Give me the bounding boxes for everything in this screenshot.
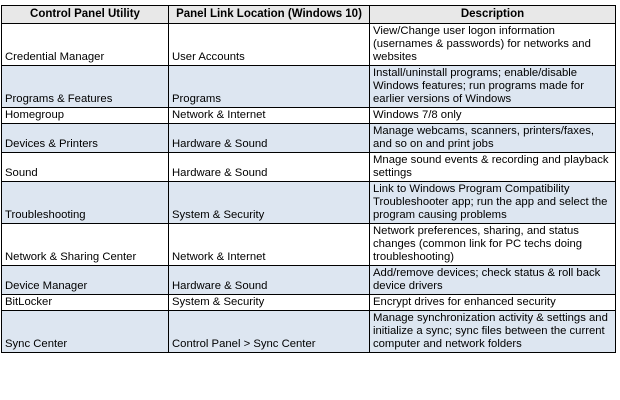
cell-utility: Device Manager	[2, 266, 169, 295]
cell-utility: Homegroup	[2, 108, 169, 124]
cell-location: Network & Internet	[169, 224, 370, 266]
cell-utility: Troubleshooting	[2, 182, 169, 224]
cell-description: Link to Windows Program Compatibility Troubleshooter app; run the app and select the program causing problems	[370, 182, 616, 224]
cell-description: Add/remove devices; check status & roll back device drivers	[370, 266, 616, 295]
cell-location: Hardware & Sound	[169, 124, 370, 153]
table-row	[2, 295, 616, 311]
cell-description: Mnage sound events & recording and playback settings	[370, 153, 616, 182]
header-utility: Control Panel Utility	[2, 6, 169, 24]
cell-utility: Network & Sharing Center	[2, 224, 169, 266]
cell-location: Hardware & Sound	[169, 153, 370, 182]
cell-utility: BitLocker	[2, 295, 169, 311]
cell-utility: Sync Center	[2, 311, 169, 353]
table-row	[2, 108, 616, 124]
cell-description: Encrypt drives for enhanced security	[370, 295, 616, 311]
table-row	[2, 66, 616, 108]
table-row	[2, 266, 616, 295]
table-row	[2, 124, 616, 153]
cell-location: Programs	[169, 66, 370, 108]
cell-description: Network preferences, sharing, and status changes (common link for PC techs doing troubleshooting)	[370, 224, 616, 266]
cell-location: System & Security	[169, 295, 370, 311]
table-row	[2, 311, 616, 353]
cell-location: System & Security	[169, 182, 370, 224]
cell-utility: Devices & Printers	[2, 124, 169, 153]
control-panel-table	[1, 5, 616, 353]
table-row	[2, 153, 616, 182]
cell-utility: Programs & Features	[2, 66, 169, 108]
cell-description: Install/uninstall programs; enable/disable Windows features; run programs made for earlier versions of Windows	[370, 66, 616, 108]
cell-location: Network & Internet	[169, 108, 370, 124]
cell-utility: Sound	[2, 153, 169, 182]
header-row	[2, 6, 616, 24]
cell-utility: Credential Manager	[2, 24, 169, 66]
cell-location: Hardware & Sound	[169, 266, 370, 295]
header-location: Panel Link Location (Windows 10)	[169, 6, 370, 24]
table-row	[2, 224, 616, 266]
cell-description: View/Change user logon information (usernames & passwords) for networks and websites	[370, 24, 616, 66]
table-row	[2, 182, 616, 224]
cell-location: Control Panel > Sync Center	[169, 311, 370, 353]
cell-description: Windows 7/8 only	[370, 108, 616, 124]
table-row	[2, 24, 616, 66]
cell-description: Manage synchronization activity & settings and initialize a sync; sync files between the current computer and network folders	[370, 311, 616, 353]
cell-description: Manage webcams, scanners, printers/faxes, and so on and print jobs	[370, 124, 616, 153]
cell-location: User Accounts	[169, 24, 370, 66]
header-description: Description	[370, 6, 616, 24]
